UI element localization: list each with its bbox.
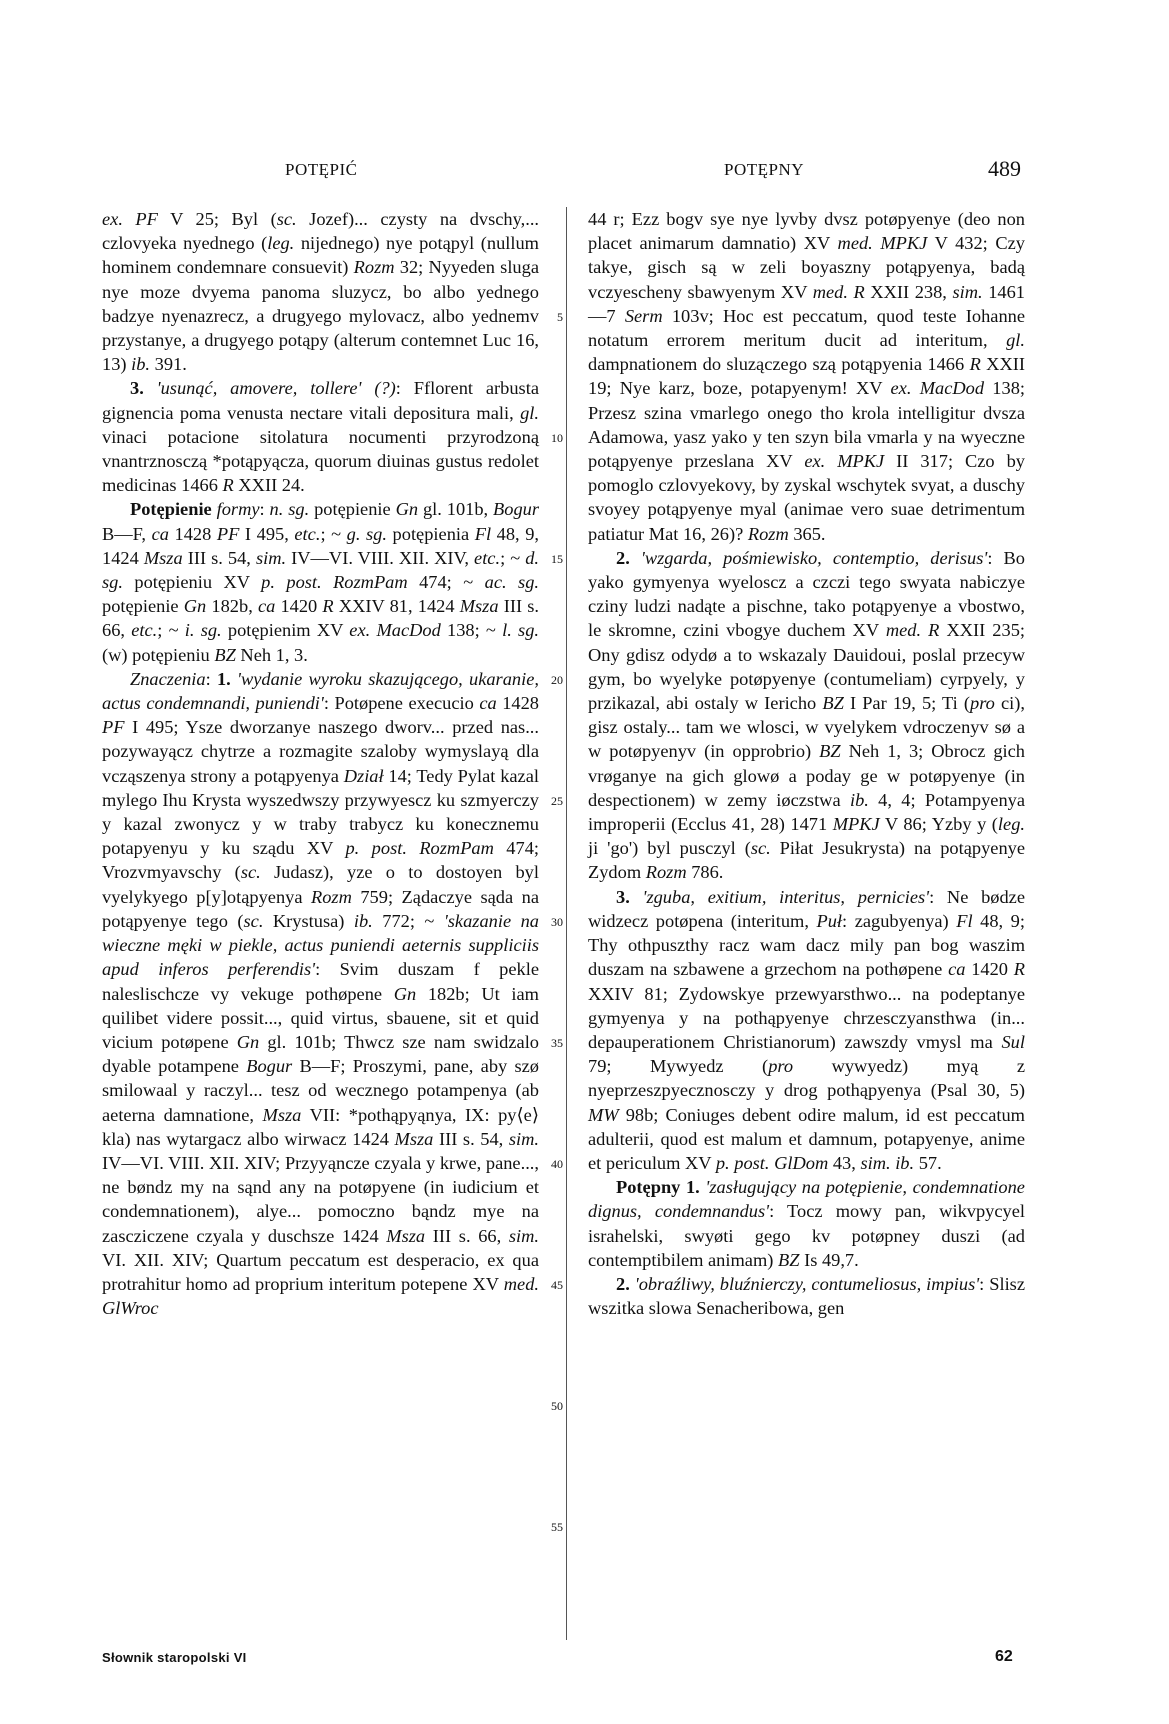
- line-number: 30: [551, 914, 563, 929]
- right-column-paragraph: 44 r; Ezz bogv sye nye lyvby dvsz potøpyenye (deo non placet animarum damnatio) XV med. MPKJ V 432; Czy takye, gisch są w zeli boyaszny potąpyenya, badą vczyescheny sbawyenym XV med. R XXII 238, sim. 1461—7 Serm 103v; Hoc est peccatum, quod teste Iohanne notatum errorem meritum ducit ad interitum, gl. dampnationem do sluzączego szą potąpyenia 1466 R XXII 19; Nye karz, boze, potapyenym! XV ex. MacDod 138; Przesz szina vmarlego onego tho krola intelligitur dvsza Adamowa, yasz yako y ten szyn bila vmarla y na wyeczne potąpyenye przeslana XV ex. MPKJ II 317; Czo by pomoglo czlovyekovy, by zyskal wschytek svyat, a duschy svoyey potąpyenye myal (animae vero suae detrimentum patiatur Mat 16, 26)? Rozm 365.: [588, 209, 1026, 544]
- line-number: 35: [551, 1035, 563, 1050]
- footer-volume-title: Słownik staropolski VI: [102, 1650, 247, 1665]
- line-number: 20: [551, 672, 563, 687]
- line-number: 10: [551, 430, 563, 445]
- left-column-paragraph: Znaczenia: 1. 'wydanie wyroku skazującego, ukaranie, actus condemnandi, puniendi': Potøpene execucio ca 1428 PF I 495; Ysze dworzanye naszego dworv... przed nas... pozywayącz chytrze a rozmagite szaloby wymyslayą dla vcząszenya strony a potąpyenya Dział 14; Tedy Pylat kazal mylego Ihu Krysta wyszedwszy przywyescz ku szmyerczy y kazal zwonycz y w traby trabycz ku konecznemu potapyenyu y ku sządu XV p. post. RozmPam 474; Vrozvmyavschy (sc. Judasz), yze o to dostoyen byl vyelykyego p[y]otąpyenya Rozm 759; Ządaczye sąda na potąpyenye tego (sc. Krystusa) ib. 772; ~ 'skazanie na wieczne męki w piekle, actus puniendi aeternis suppliciis apud inferos perferendis': Svim duszam f pekle naleslischcze vy vekuge pothøpene Gn 182b; Ut iam quilibet videre possit..., quid virtus, sbauene, sit et quid vicium potøpene Gn gl. 101b; Thwcz sze nam swidzalo dyable potampene Bogur B—F; Proszymi, pane, aby szø smilowaal y raczyl... tesz od wecznego potampenya (ab aeterna damnatione, Msza VII: *pothąpyąnya, IX: py⟨e⟩kla) nas wytargacz albo wirwacz 1424 Msza III s. 54, sim. IV—VI. VIII. XII. XIV; Przyyąncze czyala y krwe, pane..., ne bøndz my na sąnd any na potøpyene (in iudicium et condemnationem), alye... pomoczno bąndz mye na zascziczene czyala y duschsze 1424 Msza III s. 66, sim. VI. XII. XIV; Quartum peccatum est desperacio, ex qua protrahitur homo ad proprium interitum potepene XV med. GlWroc: [102, 668, 540, 1319]
- line-number: 40: [551, 1156, 563, 1171]
- right-column-paragraph: 2. 'obraźliwy, bluźnierczy, contumeliosus, impius': Slisz wszitka slowa Senacheribowa, gen: [588, 1273, 1026, 1319]
- running-head-right: POTĘPNY: [724, 160, 805, 179]
- line-number: 45: [551, 1277, 563, 1292]
- line-number: 55: [551, 1519, 563, 1534]
- right-column-paragraph: 2. 'wzgarda, pośmiewisko, contemptio, derisus': Bo yako gymyenya wyeloscz a czczi tego swyata nabiczye cziny ludzi nadąte a pischne, tako potąpyenye a vbostwo, le skromne, czini vbogye duchem XV med. R XXII 235; Ony gdisz odydø a to wskazaly Dauidoui, poslal przecyw gym, bo wyelyke potøpyenye (contumeliam) cyrpyely, y przikazal, abi ostaly w Iericho BZ I Par 19, 5; Ti (pro ci), gisz ostaly... tam we wlosci, w vyelykem vdroczenyv sø a w potøpyenyv (in opprobrio) BZ Neh 1, 3; Obrocz gich vrøganye na gich glowø a poday ge w potøpyenye (in despectionem) w zemy iøczstwa ib. 4, 4; Potampyenya improperii (Ecclus 41, 28) 1471 MPKJ V 86; Yzby y (leg. ji 'go') byl pusczyl (sc. Piłat Jesukrysta) na potąpyenye Zydom Rozm 786.: [588, 547, 1026, 883]
- right-column: [588, 207, 1025, 1320]
- running-head-left: POTĘPIĆ: [285, 160, 358, 179]
- left-column: [102, 207, 539, 1320]
- left-column-paragraph: Potępienie formy: n. sg. potępienie Gn gl. 101b, Bogur B—F, ca 1428 PF I 495, etc.; ~ g. sg. potępienia Fl 48, 9, 1424 Msza III s. 54, sim. IV—VI. VIII. XII. XIV, etc.; ~ d. sg. potępieniu XV p. post. RozmPam 474; ~ ac. sg. potępienie Gn 182b, ca 1420 R XXIV 81, 1424 Msza III s. 66, etc.; ~ i. sg. potępienim XV ex. MacDod 138; ~ l. sg. (w) potępieniu BZ Neh 1, 3.: [102, 499, 540, 665]
- line-number: 5: [557, 309, 563, 324]
- footer-signature-number: 62: [995, 1648, 1013, 1665]
- right-column-paragraph: 3. 'zguba, exitium, interitus, pernicies': Ne bødze widzecz potøpena (interitum, Puł: zagubyenya) Fl 48, 9; Thy othpuszthy racz wam dacz mily pan bog waszim duszam na szbawene a grzechom na pothøpene ca 1420 R XXIV 81; Zydowskye przewyarsthwo... na podeptanye gymyenya y na pothąpyenye chrzesczyansthwa (in... depauperationem Christianorum) zawszdy vmysl ma Sul 79; Mywyedz (pro wywyedz) myą z nyeprzeszpyecznosczy y drog pothąpyenya (Psal 30, 5) MW 98b; Coniuges debent odire malum, id est peccatum adulterii, quod est malum et damnum, potapyenye, anime et periculum XV p. post. GlDom 43, sim. ib. 57.: [588, 886, 1025, 1173]
- left-column-paragraph: 3. 'usunąć, amovere, tollere' (?): Fflorent arbusta gignencia poma venusta nectare vitali depositura mali, gl. vinaci potacione sitolatura nocumenti przyrodzoną vnantrznosczą *potąpyącza, quorum diuinas gustus redolet medicinas 1466 R XXII 24.: [102, 378, 539, 496]
- line-number: 15: [551, 551, 563, 566]
- column-divider: [566, 207, 567, 1640]
- page-number: 489: [988, 156, 1021, 181]
- right-column-paragraph: Potępny 1. 'zasługujący na potępienie, condemnatione dignus, condemnandus': Tocz mowy pan, wikvpycyel israhelski, swyøti gego kv potøpney duszi (ad contemptibilem animam) BZ Is 49,7.: [588, 1177, 1025, 1270]
- line-number: 50: [551, 1398, 563, 1413]
- line-number: 25: [551, 793, 563, 808]
- left-column-paragraph: ex. PF V 25; Byl (sc. Jozef)... czysty na dvschy,... czlovyeka nyednego (leg. nijednego) nye potąpyl (nullum hominem condemnare consuevit) Rozm 32; Nyyeden sluga nye moze dvyema panoma sluzycz, bo albo yednego badzye nyenazrecz, a drugyego mylovacz, albo yednemv przystanye, a drugyego potąpy (alterum contemnet Luc 16, 13) ib. 391.: [102, 209, 540, 375]
